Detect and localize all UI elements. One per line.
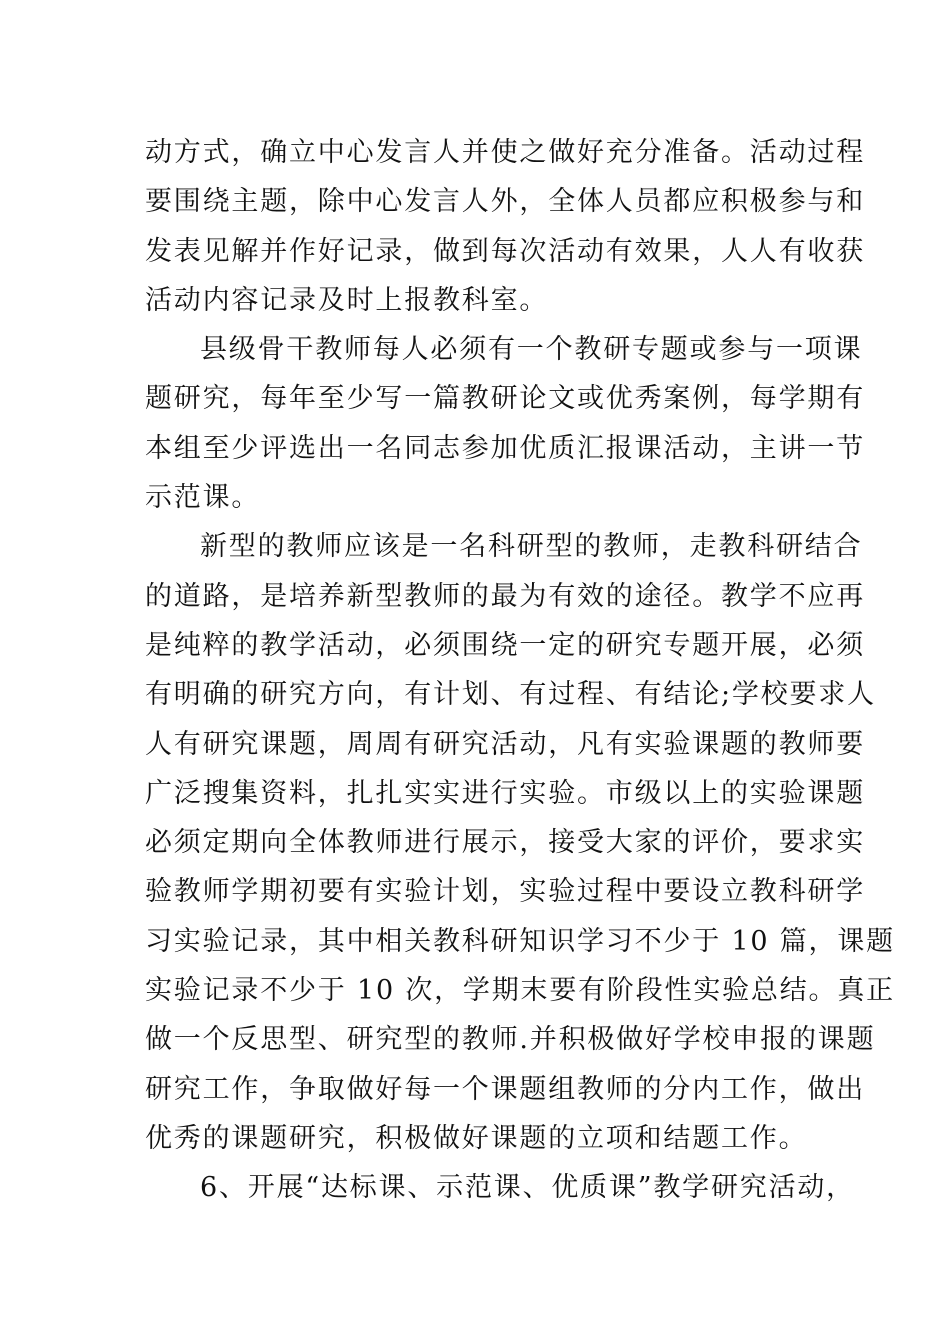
- text-line: 的道路，是培养新型教师的最为有效的途径。教学不应再: [145, 580, 865, 612]
- text-line: 实验记录不少于 10 次，学期末要有阶段性实验总结。真正: [145, 975, 895, 1007]
- text-line: 题研究，每年至少写一篇教研论文或优秀案例，每学期有: [145, 383, 865, 415]
- text-line: 示范课。: [145, 482, 261, 514]
- paragraph-1: [145, 128, 865, 325]
- text-line: 6、开展“达标课、示范课、优质课”教学研究活动，: [200, 1172, 855, 1204]
- text-line: 验教师学期初要有实验计划，实验过程中要设立教科研学: [145, 876, 865, 908]
- text-line: 人有研究课题，周周有研究活动，凡有实验课题的教师要: [145, 728, 865, 760]
- text-line: 活动内容记录及时上报教科室。: [145, 284, 549, 316]
- paragraph-3: [145, 522, 895, 1163]
- text-line: 是纯粹的教学活动，必须围绕一定的研究专题开展，必须: [145, 629, 865, 661]
- text-line: 本组至少评选出一名同志参加优质汇报课活动，主讲一节: [145, 432, 865, 464]
- text-line: 优秀的课题研究，积极做好课题的立项和结题工作。: [145, 1122, 808, 1154]
- text-line: 研究工作，争取做好每一个课题组教师的分内工作，做出: [145, 1073, 865, 1105]
- text-line: 动方式，确立中心发言人并使之做好充分准备。活动过程: [145, 137, 865, 168]
- text-line: 必须定期向全体教师进行展示，接受大家的评价，要求实: [145, 827, 865, 859]
- text-line: 县级骨干教师每人必须有一个教研专题或参与一项课: [200, 334, 863, 366]
- paragraph-2: [145, 325, 865, 522]
- text-line: 做一个反思型、研究型的教师.并积极做好学校申报的课题: [145, 1024, 876, 1056]
- text-line: 发表见解并作好记录，做到每次活动有效果，人人有收获: [145, 235, 865, 267]
- text-line: 要围绕主题，除中心发言人外，全体人员都应积极参与和: [145, 186, 865, 218]
- document-body: [145, 128, 895, 1213]
- text-line: 有明确的研究方向，有计划、有过程、有结论;学校要求人: [145, 679, 876, 711]
- paragraph-4: [145, 1163, 855, 1212]
- text-line: 习实验记录，其中相关教科研知识学习不少于 10 篇，课题: [145, 925, 895, 957]
- text-line: 广泛搜集资料，扎扎实实进行实验。市级以上的实验课题: [145, 777, 865, 809]
- text-line: 新型的教师应该是一名科研型的教师，走教科研结合: [200, 531, 863, 563]
